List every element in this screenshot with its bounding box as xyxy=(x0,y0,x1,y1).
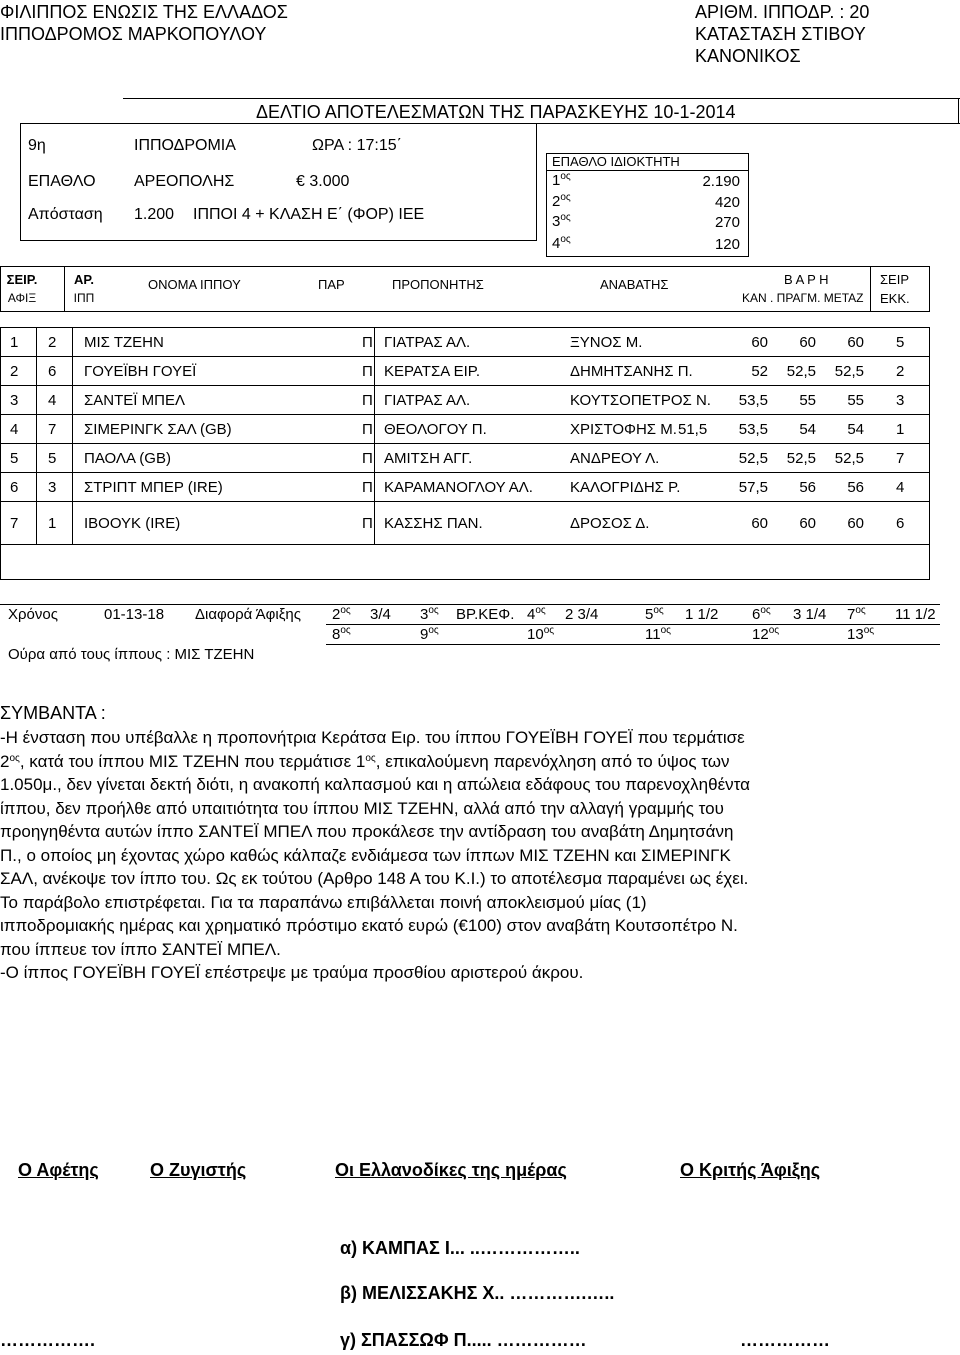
timing-top-rule xyxy=(0,604,940,605)
row-start: 7 xyxy=(896,450,905,467)
results-divider-par xyxy=(374,327,375,544)
row-par: Π xyxy=(362,392,373,409)
row-rule-5 xyxy=(0,472,930,473)
margin-11-place: $11^{o\varsigma}$ xyxy=(645,625,671,643)
margin-13-place: $13^{o\varsigma}$ xyxy=(847,625,875,643)
row-weight-3: 60 xyxy=(847,334,864,351)
row-weight-3: 55 xyxy=(847,392,864,409)
row-weight-4: 54 xyxy=(847,421,864,438)
row-par: Π xyxy=(362,515,373,532)
row-trainer: ΚΑΣΣΗΣ ΠΑΝ. xyxy=(384,515,483,532)
steward-b: β) ΜΕΛΙΣΣΑΚΗΣ Χ.. ………….….. xyxy=(340,1283,615,1303)
margin-7-place: $7^{o\varsigma}$ xyxy=(847,605,866,623)
racecourse-name: ΙΠΠΟΔΡΟΜΟΣ ΜΑΡΚΟΠΟΥΛΟΥ xyxy=(0,24,267,44)
incident-line: Το παράβολο επιστρέφεται. Για τα παραπάνω επιβάλλεται ποινή αποκλεισμού μίας (1) xyxy=(0,892,647,912)
owner-prize-place-4: $4^{o\varsigma}$ xyxy=(552,234,571,252)
owner-prize-amount-2: 420 xyxy=(714,194,740,211)
margin-4-value: 2 3/4 xyxy=(565,606,599,623)
row-start: 1 xyxy=(896,421,905,438)
owner-prize-amount-1: 2.190 xyxy=(702,173,740,190)
row-weight-3: 54 xyxy=(799,421,816,438)
track-state-value: ΚΑΝΟΝΙΚΟΣ xyxy=(695,46,801,66)
row-trainer: ΚΕΡΑΤΣΑ ΕΙΡ. xyxy=(384,363,480,380)
row-horse: ΓΟΥΕΪΒΗ ΓΟΥΕΪ xyxy=(84,363,197,380)
margin-5-place: $5^{o\varsigma}$ xyxy=(645,605,664,623)
track-state-label: ΚΑΤΑΣΤΑΣΗ ΣΤΙΒΟΥ xyxy=(695,24,866,44)
row-par: Π xyxy=(362,450,373,467)
margin-6-place: $6^{o\varsigma}$ xyxy=(752,605,771,623)
timing-mid-rule xyxy=(326,624,940,625)
steward-c: γ) ΣΠΑΣΣΩΦ Π..... …………… xyxy=(340,1330,587,1350)
owner-prize-place-3: $3^{o\varsigma}$ xyxy=(552,212,571,230)
row-trainer: ΘΕΟΛΟΓΟΥ Π. xyxy=(384,421,487,438)
steward-a: α) ΚΑΜΠΑΣ Ι... ..…………….. xyxy=(340,1238,580,1258)
row-par: Π xyxy=(362,334,373,351)
margin-9-place: $9^{o\varsigma}$ xyxy=(420,625,439,643)
row-trainer: ΑΜΙΤΣΗ ΑΓΓ. xyxy=(384,450,473,467)
race-info-divider xyxy=(536,123,537,241)
row-num: 3 xyxy=(48,479,57,496)
incident-line: Π., ο οποίος μη έχοντας χώρο καθώς κάλπαζε ενδιάμεσα των ίππων ΜΙΣ ΤΖΕΗΝ και ΣΙΜΕΡΙΝΓΚ xyxy=(0,845,731,865)
signature-dots-right: …………… xyxy=(740,1330,830,1350)
row-weight-2: 52,5 xyxy=(786,363,816,380)
row-num: 7 xyxy=(48,421,57,438)
incident-line: ΣΑΛ, ανέκοψε τον ίππο του. Ως εκ τούτου (Αρθρο 148 Α του Κ.Ι.) το αποτέλεσμα παραμένει ως έχει. xyxy=(0,869,749,888)
row-weight-1: 60 xyxy=(751,515,768,532)
row-jockey: ΔΗΜΗΤΣΑΝΗΣ Π. xyxy=(570,363,693,380)
row-weight-3: 52,5 xyxy=(834,450,864,467)
row-start: 5 xyxy=(896,334,905,351)
row-pos: 3 xyxy=(10,392,19,409)
time-label: Χρόνος xyxy=(8,606,58,623)
row-num: 5 xyxy=(48,450,57,467)
prize-name: ΑΡΕΟΠΟΛΗΣ xyxy=(134,173,235,190)
row-pos: 5 xyxy=(10,450,19,467)
timing-bottom-rule xyxy=(326,644,940,645)
row-jockey: ΚΟΥΤΣΟΠΕΤΡΟΣ Ν. xyxy=(570,392,711,409)
owner-prize-amount-3: 270 xyxy=(714,214,740,231)
owner-prize-place-1: $1^{o\varsigma}$ xyxy=(552,171,571,189)
row-num: 4 xyxy=(48,392,57,409)
owner-prize-place-2: $2^{o\varsigma}$ xyxy=(552,192,571,210)
distance-label: Απόσταση xyxy=(28,206,103,223)
signature-starter: Ο Αφέτης xyxy=(18,1160,99,1180)
row-jockey: ΚΑΛΟΓΡΙΔΗΣ Ρ. xyxy=(570,479,681,496)
incident-line: ιπποδρομιακής ημέρας και χρηματικό πρόστιμο εκατό ευρώ (€100) στον αναβάτη Κουτσοπέτρο Ν. xyxy=(0,916,738,935)
margin-4-place: $4^{o\varsigma}$ xyxy=(527,605,546,623)
owner-prize-title-rule xyxy=(546,170,749,171)
row-rule-1 xyxy=(0,356,930,357)
row-num: 2 xyxy=(48,334,57,351)
row-trainer: ΓΙΑΤΡΑΣ ΑΛ. xyxy=(384,334,471,351)
row-num: 1 xyxy=(48,515,57,532)
row-weight-2: 53,5 xyxy=(738,421,768,438)
col-weights: Β Α Ρ Η xyxy=(784,272,829,287)
col-finish-2: ΑΦΙΞ xyxy=(7,291,37,305)
row-jockey: ΧΡΙΣΤΟΦΗΣ Μ. xyxy=(570,421,677,438)
row-rule-2 xyxy=(0,385,930,386)
margin-12-place: $12^{o\varsigma}$ xyxy=(752,625,780,643)
incident-line: 1.050μ., δεν γίνεται δεκτή διότι, η ανακοπή καλπασμού και η απώλεια εδάφους του παρενοχληθέντα xyxy=(0,775,750,794)
col-num-2: ΙΠΠ xyxy=(73,291,95,305)
row-weight-3: 56 xyxy=(847,479,864,496)
row-jockey: ΞΥΝΟΣ Μ. xyxy=(570,334,643,351)
race-time: ΩΡΑ : 17:15΄ xyxy=(312,137,402,154)
signature-weigher: Ο Ζυγιστής xyxy=(150,1160,247,1180)
incidents-title: ΣΥΜΒΑΝΤΑ : xyxy=(0,703,106,723)
margin-2-value: 3/4 xyxy=(370,606,391,623)
col-start-2: ΕΚΚ. xyxy=(880,291,910,306)
col-horse: ΟΝΟΜΑ ΙΠΠΟΥ xyxy=(148,277,241,292)
row-pos: 4 xyxy=(10,421,19,438)
signature-judge: Ο Κριτής Άφιξης xyxy=(680,1160,821,1180)
row-jockey: ΑΝΔΡΕΟΥ Λ. xyxy=(570,450,660,467)
row-start: 3 xyxy=(896,392,905,409)
results-divider-pos xyxy=(36,327,37,544)
incident-line: που ίππευε τον ίππο ΣΑΝΤΕΪ ΜΠΕΛ. xyxy=(0,939,281,959)
title-right-rule xyxy=(958,98,959,123)
margin-10-place: $10^{o\varsigma}$ xyxy=(527,625,555,643)
distance-value: 1.200 xyxy=(134,206,175,223)
owner-prize-title: ΕΠΑΘΛΟ ΙΔΙΟΚΤΗΤΗ xyxy=(552,154,680,169)
margin-7-value: 11 1/2 xyxy=(895,606,936,623)
margin-6-value: 3 1/4 xyxy=(793,606,827,623)
row-weight-2: 55 xyxy=(799,392,816,409)
row-horse: ΙΒΟΟΥΚ (IRE) xyxy=(84,515,181,532)
race-conditions: ΙΠΠΟΙ 4 + ΚΛΑΣΗ Ε΄ (ΦΟΡ) ΙΕΕ xyxy=(193,206,425,223)
incident-line-sup: $2^{o\varsigma}$, κατά του ίππου ΜΙΣ ΤΖΕΗΝ που τερμάτισε $1^{o\varsigma}$, επικαλούμενη παρενόχληση από το ύψος των xyxy=(0,751,730,771)
incidents-paragraph xyxy=(0,726,934,985)
header-divider-2 xyxy=(870,266,871,312)
col-trainer: ΠΡΟΠΟΝΗΤΗΣ xyxy=(392,277,484,292)
row-pos: 2 xyxy=(10,363,19,380)
row-jockey: ΔΡΟΣΟΣ Δ. xyxy=(570,515,650,532)
race-day-number: ΑΡΙΘΜ. ΙΠΠΟΔΡ. : 20 xyxy=(695,2,870,22)
federation-name: ΦΙΛΙΠΠΟΣ ΕΝΩΣΙΣ ΤΗΣ ΕΛΛΑΔΟΣ xyxy=(0,2,288,22)
race-number: 9η xyxy=(28,137,46,154)
row-trainer: ΚΑΡΑΜΑΝΟΓΛΟΥ ΑΛ. xyxy=(384,479,533,496)
margin-8-place: $8^{o\varsigma}$ xyxy=(332,625,351,643)
row-horse: ΠΑΟΛΑ (GB) xyxy=(84,450,171,467)
race-info-top-rule xyxy=(20,123,960,124)
col-num-1: ΑΡ. xyxy=(73,272,94,287)
row-start: 2 xyxy=(896,363,905,380)
row-par: Π xyxy=(362,479,373,496)
col-jockey: ΑΝΑΒΑΤΗΣ xyxy=(600,277,669,292)
race-label: ΙΠΠΟΔΡΟΜΙΑ xyxy=(134,137,236,154)
results-divider-num xyxy=(72,327,73,544)
row-trainer: ΓΙΑΤΡΑΣ ΑΛ. xyxy=(384,392,471,409)
row-par: Π xyxy=(362,363,373,380)
row-pos: 1 xyxy=(10,334,19,351)
row-weight-1: 53,5 xyxy=(738,392,768,409)
margin-label: Διαφορά Άφιξης xyxy=(195,606,301,623)
row-weight-2: 60 xyxy=(799,515,816,532)
row-weight-3: 60 xyxy=(847,515,864,532)
time-value: 01-13-18 xyxy=(104,606,165,623)
margin-5-value: 1 1/2 xyxy=(685,606,719,623)
col-start-1: ΣΕΙΡ xyxy=(880,272,909,287)
margin-2-place: $2^{o\varsigma}$ xyxy=(332,605,351,623)
row-rule-7 xyxy=(0,544,930,545)
row-pos: 6 xyxy=(10,479,19,496)
row-horse: ΜΙΣ ΤΖΕΗΝ xyxy=(84,334,164,351)
margin-3-value: ΒΡ.ΚΕΦ. xyxy=(456,606,515,623)
title-top-rule xyxy=(123,98,960,99)
bulletin-title: ΔΕΛΤΙΟ ΑΠΟΤΕΛΕΣΜΑΤΩΝ ΤΗΣ ΠΑΡΑΣΚΕΥΗΣ 10-1-2014 xyxy=(256,102,736,122)
signature-dots-left: ……………. xyxy=(0,1330,96,1350)
col-par: ΠΑΡ xyxy=(318,277,345,292)
row-weight-1: 52,5 xyxy=(738,450,768,467)
prize-amount: € 3.000 xyxy=(296,173,350,190)
owner-prize-amount-4: 120 xyxy=(714,236,740,253)
col-finish-1: ΣΕΙΡ. xyxy=(6,272,38,287)
race-info-left-rule xyxy=(20,123,21,241)
row-horse: ΣΑΝΤΕΪ ΜΠΕΛ xyxy=(84,392,185,409)
row-par: Π xyxy=(362,421,373,438)
row-horse: ΣΙΜΕΡΙΝΓΚ ΣΑΛ (GB) xyxy=(84,421,232,438)
col-weights-sub: ΚΑΝ . ΠΡΑΓΜ. ΜΕΤΑΖ xyxy=(742,291,864,305)
row-start: 4 xyxy=(896,479,905,496)
incident-line: προηγηθέντα αυτών ίππο ΣΑΝΤΕΪ ΜΠΕΛ που προκάλεσε την αντίδραση του αναβάτη Δημητσάνη xyxy=(0,822,734,841)
incident-line: -Η ένσταση που υπέβαλλε η προπονήτρια Κεράτσα Ειρ. του ίππου ΓΟΥΕΪΒΗ ΓΟΥΕΪ που τερμάτισε xyxy=(0,728,745,747)
row-horse: ΣΤΡΙΠΤ ΜΠΕΡ (IRE) xyxy=(84,479,223,496)
row-rule-4 xyxy=(0,443,930,444)
incident-line: ίππου, δεν προήλθε από υπαιτιότητα του ίππου ΜΙΣ ΤΖΕΗΝ, αλλά από την αλλαγή γραμμής του xyxy=(0,798,724,818)
margin-3-place: $3^{o\varsigma}$ xyxy=(420,605,439,623)
race-info-bottom-rule xyxy=(20,240,536,241)
signature-stewards: Οι Ελλανοδίκες της ημέρας xyxy=(335,1160,567,1180)
row-pos: 7 xyxy=(10,515,19,532)
row-weight-3: 52,5 xyxy=(834,363,864,380)
row-weight-2: 56 xyxy=(799,479,816,496)
row-weight-1: 60 xyxy=(751,334,768,351)
row-weight-1: 57,5 xyxy=(738,479,768,496)
prize-label: ΕΠΑΘΛΟ xyxy=(28,173,96,190)
row-weight-2: 60 xyxy=(799,334,816,351)
row-weight-2: 52,5 xyxy=(786,450,816,467)
row-weight-1: 51,5 xyxy=(678,421,708,438)
incident-line: -Ο ίππος ΓΟΥΕΪΒΗ ΓΟΥΕΪ επέστρεψε με τραύμα προσθίου αριστερού άκρου. xyxy=(0,963,584,982)
row-num: 6 xyxy=(48,363,57,380)
row-weight-1: 52 xyxy=(751,363,768,380)
row-rule-6 xyxy=(0,501,930,502)
row-rule-3 xyxy=(0,414,930,415)
last-horse-note: Ούρα από τους ίππους : ΜΙΣ ΤΖΕΗΝ xyxy=(8,646,255,663)
row-start: 6 xyxy=(896,515,905,532)
